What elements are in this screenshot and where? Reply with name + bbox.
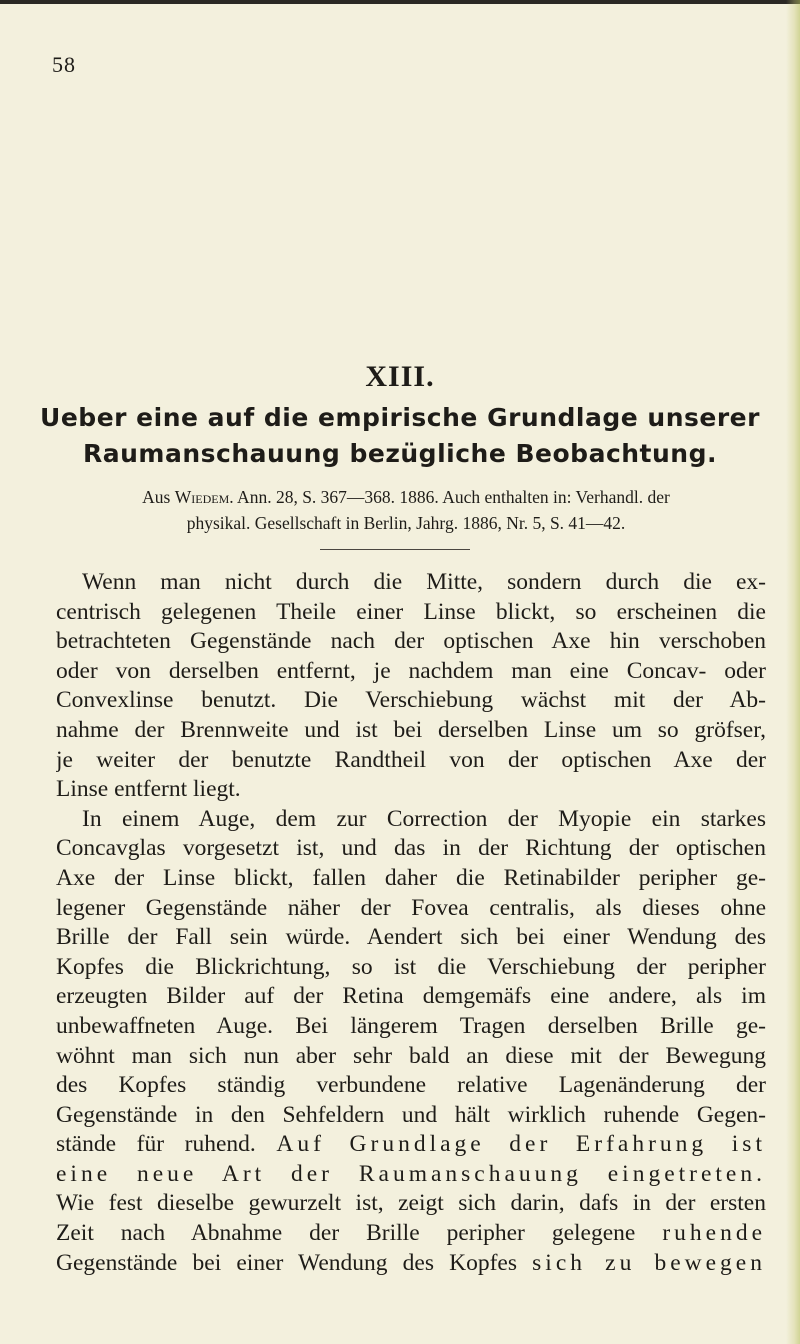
text-line: Zeit nach Abnahme der Brille peripher gelegene ruhende xyxy=(56,1220,766,1247)
text-line: nahme der Brennweite und ist bei derselben Linse um so gröfser, xyxy=(56,716,766,743)
text-line: betrachteten Gegenstände nach der optischen Axe hin verschoben xyxy=(56,628,766,655)
text-line: centrisch gelegenen Theile einer Linse blickt, so erscheinen die xyxy=(56,598,766,625)
source-citation xyxy=(56,484,756,536)
text-line: unbewaffneten Auge. Bei längerem Tragen derselben Brille ge- xyxy=(56,1012,766,1039)
text-line: oder von derselben entfernt, je nachdem man eine Concav- oder xyxy=(56,657,766,684)
title-line-2: Raumanschauung bezügliche Beobachtung. xyxy=(82,439,717,468)
emphasized-text: eine neue Art der Raumanschauung eingetreten. xyxy=(56,1160,766,1187)
text-line: Brille der Fall sein würde. Aendert sich bei einer Wendung des xyxy=(56,924,766,951)
text-line: wöhnt man sich nun aber sehr bald an diese mit der Bewegung xyxy=(56,1042,766,1069)
page-edge-shading xyxy=(786,0,800,1344)
text-line: Kopfes die Blickrichtung, so ist die Verschiebung der peripher xyxy=(56,953,766,980)
body-text xyxy=(56,568,766,1278)
journal-abbreviation: Wiedem. xyxy=(174,487,234,507)
top-border-rule xyxy=(0,0,800,4)
emphasized-text: ruhende xyxy=(662,1220,766,1247)
article-title xyxy=(40,400,760,472)
text-line: legener Gegenstände näher der Fovea centralis, als dieses ohne xyxy=(56,894,766,921)
text-line: Convexlinse benutzt. Die Verschiebung wächst mit der Ab- xyxy=(56,687,766,714)
page-number: 58 xyxy=(52,52,76,77)
source-line-1: Aus Wiedem. Ann. 28, S. 367—368. 1886. Auch enthalten in: Verhandl. der xyxy=(142,487,670,507)
text-line: stände für ruhend. Auf Grundlage der Erfahrung ist xyxy=(56,1131,766,1158)
emphasized-text: Auf Grundlage der Erfahrung ist xyxy=(276,1131,766,1158)
section-divider xyxy=(320,549,470,550)
text-line: Wie fest dieselbe gewurzelt ist, zeigt sich darin, dafs in der ersten xyxy=(56,1190,766,1217)
text-line: je weiter der benutzte Randtheil von der optischen Axe der xyxy=(56,746,766,773)
text-line: Linse entfernt liegt. xyxy=(56,776,241,803)
title-line-1: Ueber eine auf die empirische Grundlage unserer xyxy=(40,403,760,432)
text-line: Concavglas vorgesetzt ist, und das in der Richtung der optischen xyxy=(56,835,766,862)
text-line: Gegenstände in den Sehfeldern und hält wirklich ruhende Gegen- xyxy=(56,1101,766,1128)
source-line-2: physikal. Gesellschaft in Berlin, Jahrg. 1886, Nr. 5, S. 41—42. xyxy=(186,513,626,533)
text-line: Gegenstände bei einer Wendung des Kopfes sich zu bewegen xyxy=(56,1249,766,1276)
text-line: Axe der Linse blickt, fallen daher die Retinabilder peripher ge- xyxy=(56,864,766,891)
chapter-number: XIII. xyxy=(365,360,435,393)
text-line xyxy=(56,1160,766,1190)
text-line: Wenn man nicht durch die Mitte, sondern durch die ex- xyxy=(82,569,766,595)
text-line: des Kopfes ständig verbundene relative Lagenänderung der xyxy=(56,1072,766,1099)
text-line: In einem Auge, dem zur Correction der Myopie ein starkes xyxy=(82,805,766,832)
emphasized-text: sich zu bewegen xyxy=(532,1249,766,1276)
text-line: erzeugten Bilder auf der Retina demgemäfs eine andere, als im xyxy=(56,983,766,1010)
